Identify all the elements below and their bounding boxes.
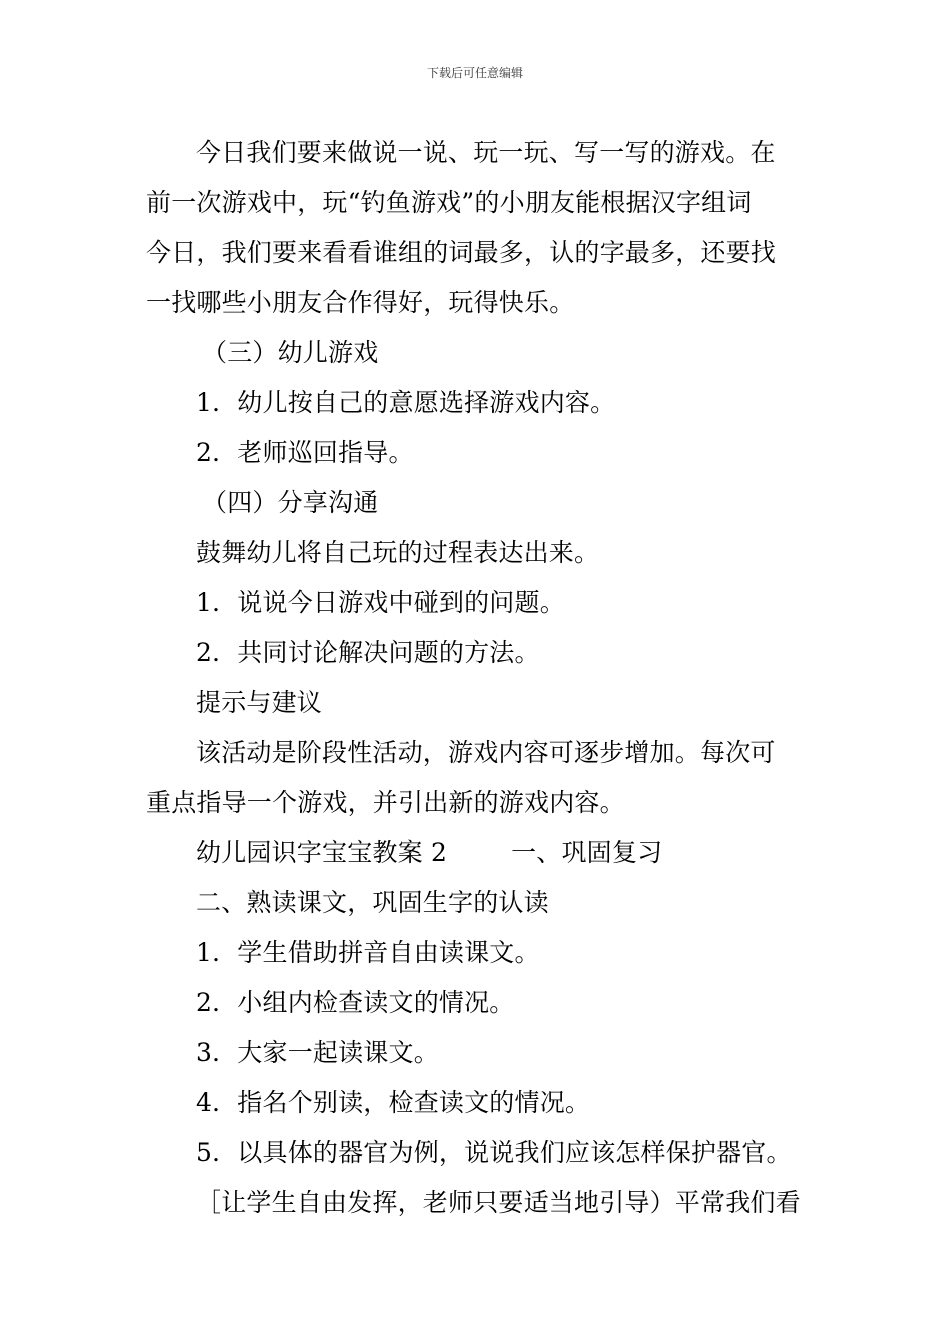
lesson-title-line (146, 828, 810, 878)
section-heading: 一、巩固复习 (511, 838, 663, 867)
lesson-title: 幼儿园识字宝宝教案 2 (196, 838, 448, 867)
page-header: 下载后可任意编辑 (426, 66, 523, 80)
list-item: 1．幼儿按自己的意愿选择游戏内容。 (196, 388, 616, 417)
list-item: 2．小组内检查读文的情况。 (196, 988, 515, 1017)
list-item: 4．指名个别读，检查读文的情况。 (196, 1088, 591, 1117)
paragraph-line: 重点指导一个游戏，并引出新的游戏内容。 (146, 788, 625, 817)
list-item: 2．共同讨论解决问题的方法。 (196, 638, 540, 667)
document-body (146, 128, 810, 1228)
list-item: 1．说说今日游戏中碰到的问题。 (196, 588, 565, 617)
list-item: 1．学生借助拼音自由读课文。 (196, 938, 540, 967)
section-heading: （三）幼儿游戏 (202, 338, 379, 367)
list-item: 2．老师巡回指导。 (196, 438, 414, 467)
paragraph-line: 今日我们要来做说一说、玩一玩、写一写的游戏。在 (196, 138, 776, 167)
paragraph-line: 今日，我们要来看看谁组的词最多，认的字最多，还要找 (146, 238, 777, 267)
list-item: 5．以具体的器官为例，说说我们应该怎样保护器官。 (196, 1138, 792, 1167)
paragraph-line: 该活动是阶段性活动，游戏内容可逐步增加。每次可 (196, 738, 776, 767)
list-item: 3．大家一起读课文。 (196, 1038, 439, 1067)
paragraph-line: 前一次游戏中，玩“钓鱼游戏”的小朋友能根据汉字组词 (146, 188, 752, 217)
paragraph-line: 鼓舞幼儿将自己玩的过程表达出来。 (196, 538, 600, 567)
section-heading: 提示与建议 (196, 688, 323, 717)
section-heading: 二、熟读课文，巩固生字的认读 (196, 888, 549, 917)
section-heading: （四）分享沟通 (202, 488, 379, 517)
paragraph-line: 一找哪些小朋友合作得好，玩得快乐。 (146, 288, 575, 317)
paragraph-line: ［让学生自由发挥，老师只要适当地引导）平常我们看 (196, 1188, 801, 1217)
